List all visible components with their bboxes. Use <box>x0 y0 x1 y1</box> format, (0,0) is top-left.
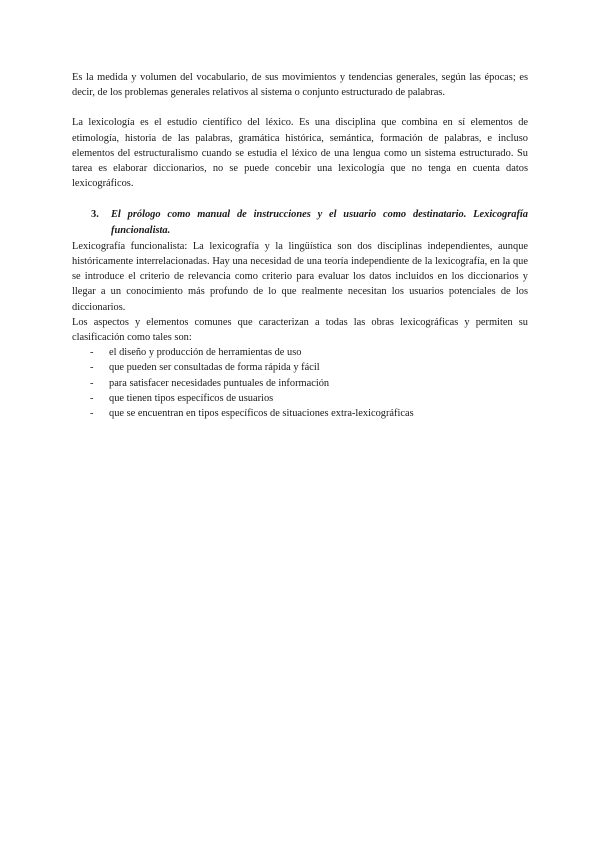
list-item <box>72 376 528 391</box>
paragraph-lexicology: La lexicología es el estudio científico del léxico. Es una disciplina que combina en sí elementos de etimología, historia de las palabras, gramática histórica, semántica, formación de palabras, e incluso elementos del estructuralismo cuando se estudia el léxico de una lengua como un sistema estructurado. Su tarea es elaborar diccionarios, no se puede concebir una lexicología que no tenga en cuenta datos lexicográficos. <box>72 117 528 190</box>
list-bullet: - <box>90 408 94 420</box>
list-item-text: el diseño y producción de herramientas de uso <box>109 347 302 359</box>
section-3-heading <box>72 207 528 237</box>
section-title: El prólogo como manual de instrucciones y el usuario como destinatario. Lexicografía funcionalista. <box>111 209 528 236</box>
list-item-text: que pueden ser consultadas de forma rápida y fácil <box>109 362 320 374</box>
paragraph-functionalist: Lexicografía funcionalista: La lexicografía y la lingüística son dos disciplinas independientes, aunque históricamente interrelacionadas. Hay una necesidad de una teoría independiente de la lexicografía, en la que se introduce el criterio de relevancia como criterio para evaluar los datos incluidos en los diccionarios y llegar a un conocimiento más profundo de lo que realmente necesitan los usuarios potenciales de los diccionarios. <box>72 240 528 313</box>
list-bullet: - <box>90 347 94 359</box>
list-item-text: que tienen tipos específicos de usuarios <box>109 392 274 404</box>
list-item <box>72 406 528 421</box>
list-bullet: - <box>90 362 94 374</box>
list-item-text: para satisfacer necesidades puntuales de información <box>109 377 330 389</box>
document-page <box>72 70 528 421</box>
paragraph-vocabulary: Es la medida y volumen del vocabulario, de sus movimientos y tendencias generales, según las épocas; es decir, de los problemas generales relativos al sistema o conjunto estructurado de palabras. <box>72 72 528 99</box>
characteristics-list <box>72 345 528 421</box>
list-item <box>72 391 528 406</box>
list-bullet: - <box>90 392 94 404</box>
paragraph-common-aspects: Los aspectos y elementos comunes que caracterizan a todas las obras lexicográficas y permiten su clasificación como tales son: <box>72 316 528 344</box>
list-item <box>72 345 528 360</box>
list-item-text: que se encuentran en tipos específicos de situaciones extra-lexicográficas <box>109 408 414 420</box>
list-item <box>72 360 528 375</box>
list-bullet: - <box>90 377 94 389</box>
section-number: 3. <box>91 209 99 221</box>
